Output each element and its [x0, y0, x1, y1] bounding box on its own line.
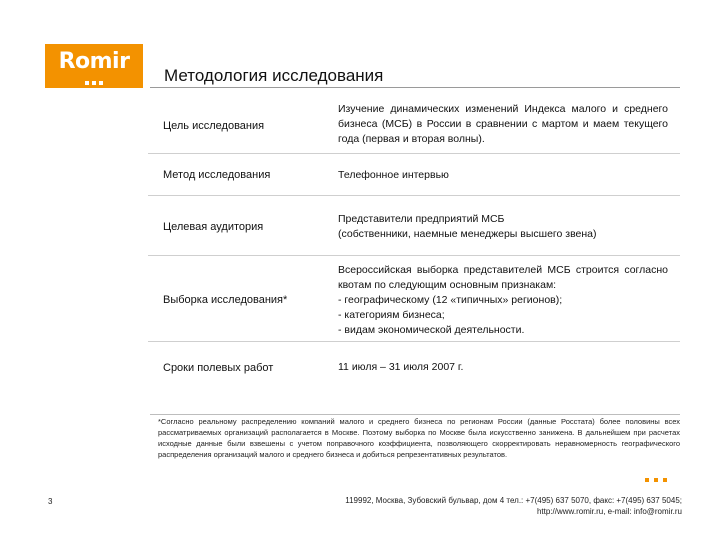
- row-value: [338, 263, 668, 338]
- row-label: Метод исследования: [163, 169, 271, 181]
- table-row: [148, 100, 680, 154]
- row-value-line: 11 июля – 31 июля 2007 г.: [338, 361, 464, 373]
- footnote: *Согласно реальному распределению компаний малого и среднего бизнеса по регионам России (данные Росстата) более половины всех рассматриваемых организаций располагается в Москве. Поэтому выборка по Москве была искусственно занижена. В дальнейшем при расчетах исходные данные были взвешены с учетом поправочного коэффициента, позволяющего скорректировать неравномерность географического распределения организаций малого и среднего бизнеса и добиться репрезентативных результатов.: [158, 417, 680, 459]
- row-label: Сроки полевых работ: [163, 362, 274, 374]
- row-value-line: - категориям бизнеса;: [338, 309, 445, 321]
- row-value-line: - географическому (12 «типичных» регионов);: [338, 294, 563, 306]
- footnote-divider: [150, 414, 680, 415]
- row-value-line: (собственники, наемные менеджеры высшего звена): [338, 228, 597, 240]
- row-value: [338, 212, 668, 242]
- logo-text: Romir: [58, 49, 130, 74]
- row-value: [338, 102, 668, 147]
- row-value-line: Изучение динамических изменений Индекса малого и среднего бизнеса (МСБ) в России в сравнении с мартом и маем текущего года (первая и вторая волны).: [338, 103, 668, 145]
- page-number: 3: [48, 497, 53, 506]
- row-value-line: Телефонное интервью: [338, 169, 449, 181]
- table-row: [148, 196, 680, 256]
- row-value: [338, 360, 668, 375]
- table-row: [148, 256, 680, 342]
- row-label: Цель исследования: [163, 120, 265, 132]
- footer-contacts: [262, 495, 682, 517]
- table-row: [148, 154, 680, 196]
- row-value: [338, 168, 668, 183]
- row-value-line: Представители предприятий МСБ: [338, 213, 505, 225]
- brand-dots: [645, 478, 667, 482]
- table-row: [148, 342, 680, 392]
- footer-web-link[interactable]: http://www.romir.ru, e-mail: info@romir.ru: [536, 507, 682, 516]
- logo-dots: [45, 81, 143, 85]
- title-divider: [150, 87, 680, 88]
- row-value-line: Всероссийская выборка представителей МСБ строится согласно квотам по следующим основным признакам:: [338, 264, 668, 291]
- row-label: Целевая аудитория: [163, 221, 264, 233]
- page-title: Методология исследования: [164, 66, 384, 85]
- row-value-line: - видам экономической деятельности.: [338, 324, 525, 336]
- row-label: Выборка исследования*: [163, 294, 288, 306]
- romir-logo: [45, 44, 143, 88]
- footer-address: 119992, Москва, Зубовский бульвар, дом 4 тел.: +7(495) 637 5070, факс: +7(495) 637 5045;: [345, 496, 682, 505]
